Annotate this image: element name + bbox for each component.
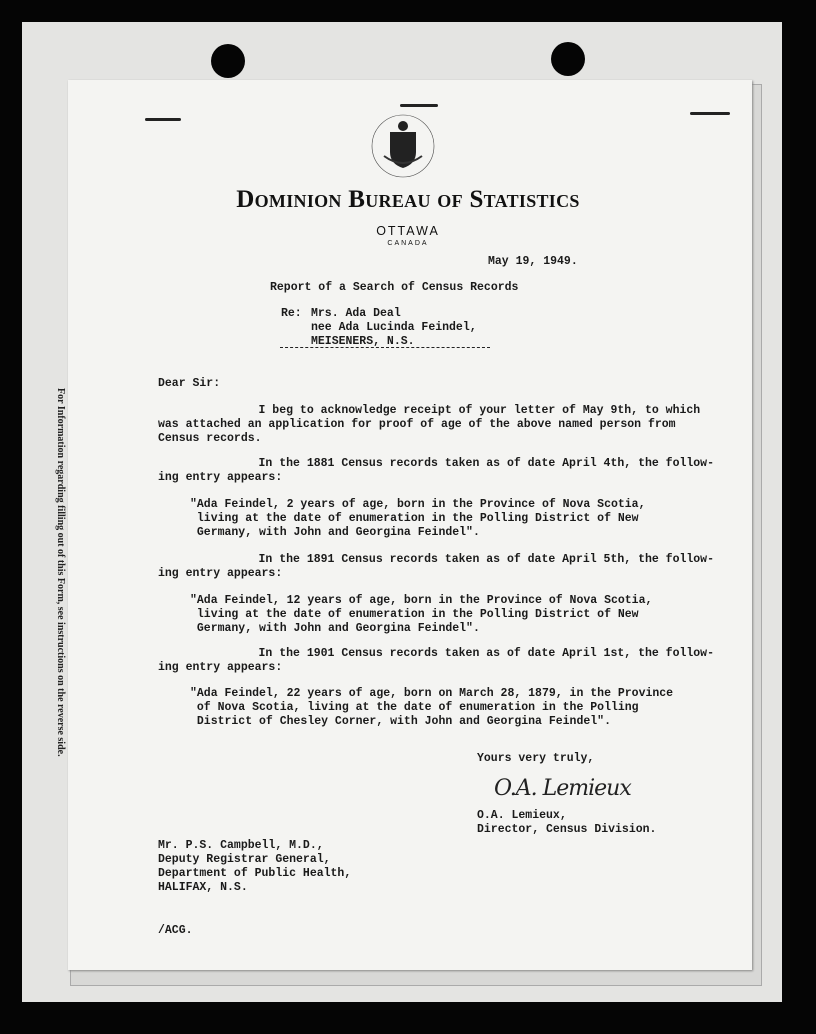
letter-subject: Report of a Search of Census Records	[270, 281, 519, 294]
quote-line: living at the date of enumeration in the Polling District of New	[190, 512, 639, 525]
re-line: nee Ada Lucinda Feindel,	[311, 321, 477, 334]
closing: Yours very truly,	[477, 752, 595, 765]
salutation: Dear Sir:	[158, 377, 221, 390]
coat-of-arms-seal	[370, 112, 436, 180]
signer-title: Director, Census Division.	[477, 823, 657, 836]
re-line: Mrs. Ada Deal	[311, 307, 401, 320]
quote-line: District of Chesley Corner, with John and Georgina Feindel".	[190, 715, 611, 728]
addressee-line: Department of Public Health,	[158, 867, 352, 880]
quote-line: Germany, with John and Georgina Feindel".	[190, 622, 480, 635]
letterhead-city: OTTAWA	[376, 224, 440, 238]
signer-name: O.A. Lemieux,	[477, 809, 567, 822]
quote-line: "Ada Feindel, 12 years of age, born in the Province of Nova Scotia,	[190, 594, 653, 607]
addressee-line: HALIFAX, N.S.	[158, 881, 248, 894]
quote-line: Germany, with John and Georgina Feindel".	[190, 526, 480, 539]
staple-mark	[690, 112, 730, 115]
staple-mark	[145, 118, 181, 121]
body-line: ing entry appears:	[158, 661, 283, 674]
body-line: was attached an application for proof of age of the above named person from	[158, 418, 676, 431]
signature: O.A. Lemieux	[494, 776, 631, 801]
addressee-line: Mr. P.S. Campbell, M.D.,	[158, 839, 324, 852]
typist-initials: /ACG.	[158, 924, 193, 937]
quote-line: of Nova Scotia, living at the date of enumeration in the Polling	[190, 701, 639, 714]
body-line: I beg to acknowledge receipt of your letter of May 9th, to which	[224, 404, 701, 417]
body-line: ing entry appears:	[158, 471, 283, 484]
re-label: Re:	[281, 307, 302, 320]
body-line: In the 1881 Census records taken as of date April 4th, the follow-	[224, 457, 714, 470]
body-line: In the 1901 Census records taken as of date April 1st, the follow-	[224, 647, 714, 660]
addressee-line: Deputy Registrar General,	[158, 853, 331, 866]
letter-date: May 19, 1949.	[488, 255, 578, 268]
staple-mark	[400, 104, 438, 107]
punch-hole	[211, 44, 245, 78]
side-note: For Information regarding filling out of this Form, see instructions on the reverse side.	[55, 388, 66, 757]
body-line: Census records.	[158, 432, 262, 445]
quote-line: "Ada Feindel, 22 years of age, born on March 28, 1879, in the Province	[190, 687, 674, 700]
body-line: In the 1891 Census records taken as of date April 5th, the follow-	[224, 553, 714, 566]
body-line: ing entry appears:	[158, 567, 283, 580]
underline	[280, 347, 490, 348]
quote-line: living at the date of enumeration in the Polling District of New	[190, 608, 639, 621]
letterhead-country: CANADA	[387, 240, 429, 247]
punch-hole	[551, 42, 585, 76]
re-line: MEISENERS, N.S.	[311, 335, 415, 348]
letterhead-title: Dominion Bureau of Statistics	[236, 186, 580, 213]
quote-line: "Ada Feindel, 2 years of age, born in the Province of Nova Scotia,	[190, 498, 646, 511]
